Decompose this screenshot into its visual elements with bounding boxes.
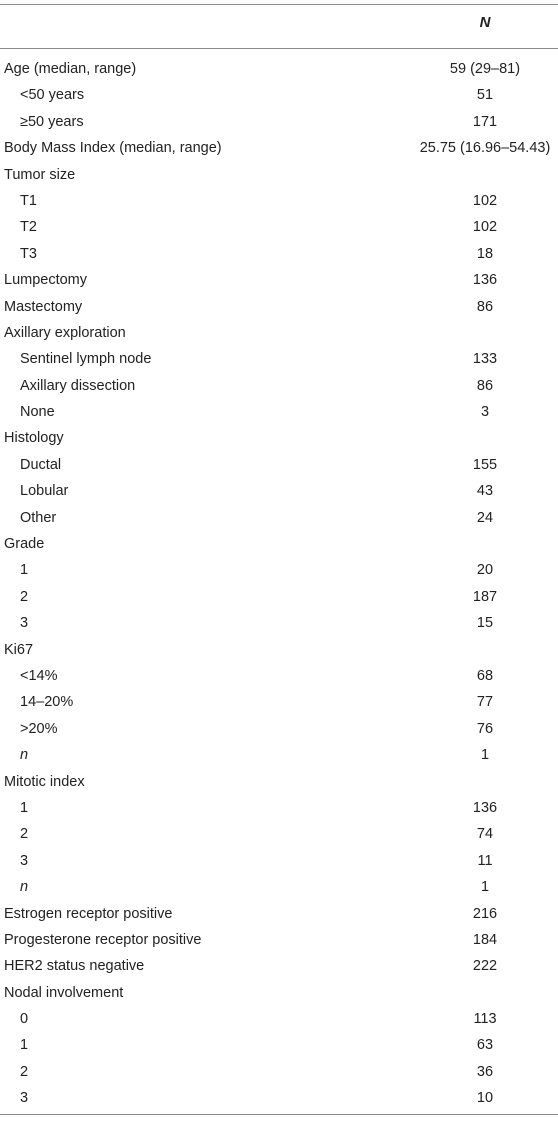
row-value: 102 <box>472 219 498 236</box>
row-value: 86 <box>476 298 494 315</box>
table-row <box>0 769 558 795</box>
table-row <box>0 874 558 900</box>
row-label: Mitotic index <box>4 773 85 790</box>
table-row <box>0 742 558 768</box>
row-label: Grade <box>4 536 45 553</box>
table-row <box>0 373 558 399</box>
row-value: 24 <box>476 509 494 526</box>
row-value: 1 <box>480 747 490 764</box>
table-row <box>0 399 558 425</box>
row-value: 102 <box>472 192 498 209</box>
row-value: 3 <box>480 404 490 421</box>
table-row <box>0 716 558 742</box>
table-row <box>0 109 558 135</box>
column-header-n: N <box>479 14 491 31</box>
table-row <box>0 795 558 821</box>
row-label: Body Mass Index (median, range) <box>4 140 222 157</box>
table-row <box>0 82 558 108</box>
table-row <box>0 927 558 953</box>
row-value: 187 <box>472 588 498 605</box>
row-label: 1 <box>20 562 29 579</box>
table-row <box>0 557 558 583</box>
row-label: <14% <box>20 667 58 684</box>
row-label: Other <box>20 509 57 526</box>
table-row <box>0 1032 558 1058</box>
row-label: Axillary exploration <box>4 324 126 341</box>
table-row <box>0 953 558 979</box>
row-label: Ductal <box>20 456 62 473</box>
table-row <box>0 346 558 372</box>
row-label: None <box>20 404 55 421</box>
row-label: 2 <box>20 826 29 843</box>
row-value: 136 <box>472 272 498 289</box>
table-row <box>0 320 558 346</box>
row-value: 113 <box>473 1011 497 1028</box>
row-label: Mastectomy <box>4 298 83 315</box>
row-label: T3 <box>20 245 37 262</box>
table-row <box>0 663 558 689</box>
row-value: 133 <box>472 351 498 368</box>
row-label: Histology <box>4 430 64 447</box>
row-label: 3 <box>20 615 29 632</box>
row-value: 76 <box>476 720 494 737</box>
row-label: 2 <box>20 1063 29 1080</box>
row-value: 155 <box>472 456 498 473</box>
row-label: Ki67 <box>4 641 34 658</box>
row-value: 51 <box>476 87 494 104</box>
row-value: 74 <box>476 826 494 843</box>
row-label: Axillary dissection <box>20 377 136 394</box>
table-header <box>0 4 558 48</box>
row-label: 1 <box>20 799 29 816</box>
row-value: 63 <box>476 1037 494 1054</box>
table-row <box>0 135 558 161</box>
row-value: 11 <box>477 852 493 869</box>
row-value: 77 <box>476 694 494 711</box>
row-value: 136 <box>472 799 498 816</box>
row-label: ≥50 years <box>20 113 84 130</box>
table-row <box>0 821 558 847</box>
row-label: 1 <box>20 1037 29 1054</box>
table-row <box>0 848 558 874</box>
table-row <box>0 425 558 451</box>
table-row <box>0 1006 558 1032</box>
table-row <box>0 1059 558 1085</box>
row-value: 59 (29–81) <box>449 61 521 77</box>
table-row <box>0 162 558 188</box>
table-row <box>0 531 558 557</box>
table-row <box>0 56 558 82</box>
table-row <box>0 214 558 240</box>
row-value: 43 <box>476 483 494 500</box>
table-row <box>0 610 558 636</box>
row-label: 0 <box>20 1011 29 1028</box>
row-value: 1 <box>480 879 490 896</box>
row-label: Tumor size <box>4 166 76 183</box>
row-label: T1 <box>20 192 37 209</box>
row-label: n <box>20 747 29 764</box>
row-value: 10 <box>476 1090 494 1107</box>
row-label: Lobular <box>20 483 69 500</box>
table-row <box>0 689 558 715</box>
row-value: 184 <box>472 931 498 948</box>
table-row <box>0 452 558 478</box>
table-row <box>0 267 558 293</box>
table-row <box>0 637 558 663</box>
row-label: T2 <box>20 219 37 236</box>
table-row <box>0 1085 558 1111</box>
row-label: <50 years <box>20 87 85 104</box>
row-value: 15 <box>476 615 494 632</box>
row-value: 20 <box>476 562 494 579</box>
row-value: 222 <box>472 958 498 975</box>
table-row <box>0 294 558 320</box>
row-value: 36 <box>476 1063 494 1080</box>
row-label: Progesterone receptor positive <box>4 931 202 948</box>
row-label: HER2 status negative <box>4 958 145 975</box>
row-value: 86 <box>476 377 494 394</box>
row-label: Estrogen receptor positive <box>4 905 173 922</box>
row-value: 216 <box>472 905 498 922</box>
row-value: 18 <box>476 245 494 262</box>
row-value: 171 <box>472 113 498 130</box>
row-label: 2 <box>20 588 29 605</box>
table-row <box>0 241 558 267</box>
row-value: 68 <box>476 667 494 684</box>
row-label: Nodal involvement <box>4 984 124 1001</box>
table-header-rule <box>0 48 558 49</box>
table-row <box>0 478 558 504</box>
table-body <box>0 56 558 1112</box>
row-label: 3 <box>20 1090 29 1107</box>
table-row <box>0 584 558 610</box>
row-label: >20% <box>20 720 58 737</box>
row-label: n <box>20 879 29 896</box>
row-label: Sentinel lymph node <box>20 351 152 368</box>
row-label: 3 <box>20 852 29 869</box>
table-row <box>0 505 558 531</box>
table-row <box>0 188 558 214</box>
row-value: 25.75 (16.96–54.43) <box>419 140 551 157</box>
table-bottom-rule <box>0 1114 558 1115</box>
row-label: Lumpectomy <box>4 272 88 289</box>
row-label: 14–20% <box>20 694 74 711</box>
table-row <box>0 980 558 1006</box>
row-label: Age (median, range) <box>4 61 137 77</box>
table-row <box>0 901 558 927</box>
